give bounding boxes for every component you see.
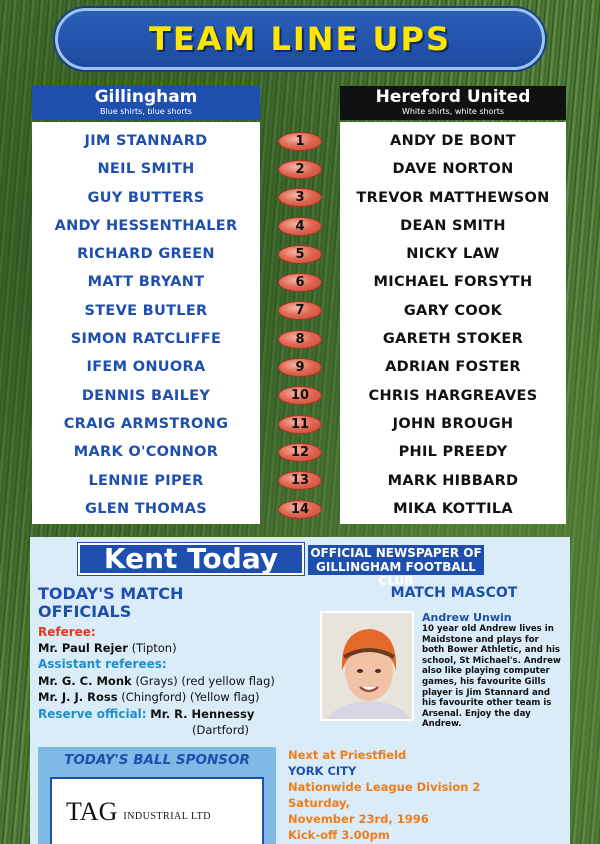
officials-heading: TODAY'S MATCH OFFICIALS [38,584,184,621]
shirt-number-badge: 9 [278,358,322,377]
away-player: CHRIS HARGREAVES [368,387,538,404]
sponsor-heading: TODAY'S BALL SPONSOR [64,752,250,768]
shirt-number-badge: 7 [278,301,322,320]
shirt-number-badge: 2 [278,160,322,179]
shirt-number-badge: 10 [278,386,322,405]
next-date: November 23rd, 1996 [288,812,429,826]
next-competition: Nationwide League Division 2 [288,780,481,794]
title-banner [55,8,545,70]
referee-town: (Tipton) [131,641,177,655]
mascot-portrait-icon [322,613,414,721]
home-team-header [32,86,260,120]
away-lineup [340,122,566,524]
newspaper-strapline [308,545,484,588]
away-player: GARY COOK [403,302,503,319]
away-player: JOHN BROUGH [392,415,514,432]
home-team-name: Gillingham [94,87,198,107]
page-title: TEAM LINE UPS [149,20,451,58]
away-player: MIKA KOTTILA [393,500,513,517]
away-team-name: Hereford United [375,87,531,107]
assistant-2-name: Mr. J. J. Ross [38,690,118,704]
shirt-number-badge: 12 [278,443,322,462]
home-player: NEIL SMITH [97,161,195,178]
home-player: LENNIE PIPER [88,472,204,489]
shirt-numbers [270,127,330,523]
away-player: NICKY LAW [406,246,500,263]
next-heading: Next at Priestfield [288,748,407,762]
home-player: MARK O'CONNOR [73,444,219,461]
shirt-number-badge: 11 [278,415,322,434]
home-player: SIMON RATCLIFFE [70,331,222,348]
referee-label: Referee: [38,625,96,639]
next-fixture [288,747,558,843]
away-player: DAVE NORTON [392,161,514,178]
sponsor-company-suffix: INDUSTRIAL LTD [123,810,212,822]
away-player: MARK HIBBARD [387,472,519,489]
next-opponent: YORK CITY [288,764,357,778]
assistant-2-info: (Chingford) (Yellow flag) [121,690,260,704]
mascot-heading: MATCH MASCOT [390,585,518,601]
assistant-1-name: Mr. G. C. Monk [38,674,132,688]
away-player: TREVOR MATTHEWSON [356,189,550,206]
home-player: JIM STANNARD [84,133,208,149]
shirt-number-badge: 6 [278,273,322,292]
strapline-line-1: OFFICIAL NEWSPAPER OF [310,546,482,560]
referee-line [38,641,177,655]
away-player: ANDY DE BONT [390,133,516,149]
reserve-name: Mr. R. Hennessy [150,707,255,721]
home-player: RICHARD GREEN [77,246,215,263]
away-team-header [340,86,566,120]
shirt-number-badge: 1 [278,132,322,151]
away-player: PHIL PREEDY [398,444,508,461]
strapline-line-2: GILLINGHAM FOOTBALL CLUB [316,560,476,588]
reserve-label: Reserve official: [38,707,147,721]
home-player: IFEM ONUORA [86,359,206,376]
shirt-number-badge: 14 [278,500,322,519]
home-player: GLEN THOMAS [85,500,207,517]
assistants-label: Assistant referees: [38,657,167,671]
ball-sponsor-box [38,747,276,844]
shirt-number-badge: 13 [278,471,322,490]
referee-name: Mr. Paul Rejer [38,641,128,655]
mascot-photo [320,611,414,721]
shirt-number-badge: 3 [278,188,322,207]
away-player: MICHAEL FORSYTH [373,274,533,291]
shirt-number-badge: 8 [278,330,322,349]
mascot-bio: 10 year old Andrew lives in Maidstone and plays for both Bower Athletic, and his school, St Michael's. Andrew also like playing computer games, his favourite Gills player is Jim Stannard and his favourite other team is Arsenal. Enjoy the day Andrew. [422,624,561,730]
shirt-number-badge: 5 [278,245,322,264]
next-day: Saturday, [288,796,351,810]
assistant-1-line [38,674,275,688]
away-player: DEAN SMITH [400,217,506,234]
shirt-number-badge: 4 [278,217,322,236]
assistant-1-info: (Grays) (red yellow flag) [135,674,275,688]
home-player: CRAIG ARMSTRONG [63,415,229,432]
away-player: GARETH STOKER [382,331,524,348]
home-player: STEVE BUTLER [84,302,208,319]
home-lineup [32,122,260,524]
kent-today-logo: Kent Today [78,543,304,575]
home-player: GUY BUTTERS [87,189,205,206]
reserve-line [38,707,254,721]
sponsor-logo [50,777,264,844]
home-player: MATT BRYANT [87,274,205,291]
assistant-2-line [38,690,260,704]
away-player: ADRIAN FOSTER [385,359,521,376]
reserve-town: (Dartford) [192,723,250,737]
home-player: ANDY HESSENTHALER [54,217,238,234]
next-kickoff: Kick-off 3.00pm [288,828,390,842]
home-team-kit: Blue shirts, blue shorts [100,107,192,116]
home-player: DENNIS BAILEY [81,387,211,404]
match-info-panel [30,537,570,844]
mascot-name: Andrew Unwin [422,611,512,624]
away-team-kit: White shirts, white shorts [401,107,505,116]
sponsor-company: TAG [66,796,118,826]
